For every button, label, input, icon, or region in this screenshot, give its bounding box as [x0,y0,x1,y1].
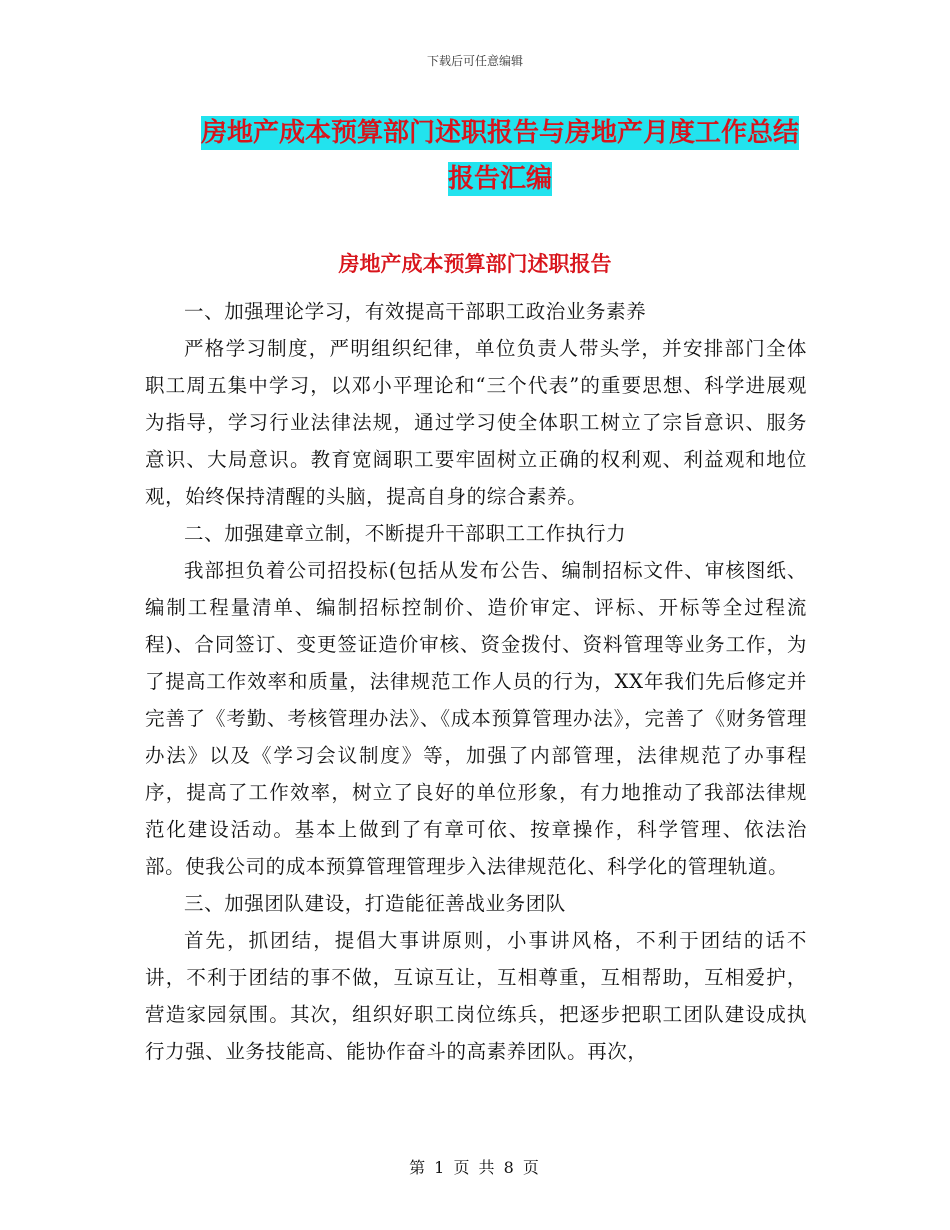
heading-2: 二、加强建章立制，不断提升干部职工工作执行力 [184,522,627,545]
section-title: 房地产成本预算部门述职报告 [338,252,612,276]
paragraph-2: 我部担负着公司招投标(包括从发布公告、编制招标文件、审核图纸、编制工程量清单、编制招标控制价、造价审定、评标、开标等全过程流程)、合同签订、变更签证造价审核、资金拨付、资料管理等业务工作，为了提高工作效率和质量，法律规范工作人员的行为，XX年我们先后修定并完善了《考勤、考核管理办法》、《成本预算管理办法》，完善了《财务管理办法》以及《学习会议制度》等，加强了内部管理，法律规范了办事程序，提高了工作效率，树立了良好的单位形象，有力地推动了我部法律规范化建设活动。基本上做到了有章可依、按章操作，科学管理、依法治部。使我公司的成本预算管理管理步入法律规范化、科学化的管理轨道。 [145,559,807,878]
heading-1: 一、加强理论学习，有效提高干部职工政治业务素养 [184,300,647,323]
document-title [100,110,900,202]
document-body [145,293,807,1070]
page-header-note: 下载后可任意编辑 [426,54,523,68]
document-title-line-1: 房地产成本预算部门述职报告与房地产月度工作总结 [200,118,799,148]
document-title-line-2: 报告汇编 [447,164,552,194]
paragraph-3: 首先，抓团结，提倡大事讲原则，小事讲风格，不利于团结的话不讲，不利于团结的事不做，互谅互让，互相尊重，互相帮助，互相爱护，营造家园氛围。其次，组织好职工岗位练兵，把逐步把职工团队建设成执行力强、业务技能高、能协作奋斗的高素养团队。再次， [145,929,807,1063]
heading-3: 三、加强团队建设，打造能征善战业务团队 [184,892,566,915]
paragraph-1: 严格学习制度，严明组织纪律，单位负责人带头学，并安排部门全体职工周五集中学习，以邓小平理论和“三个代表”的重要思想、科学进展观为指导，学习行业法律法规，通过学习使全体职工树立了宗旨意识、服务意识、大局意识。教育宽阔职工要牢固树立正确的权利观、利益观和地位观，始终保持清醒的头脑，提高自身的综合素养。 [145,337,807,508]
page-number: 第 1 页 共 8 页 [409,1158,541,1177]
